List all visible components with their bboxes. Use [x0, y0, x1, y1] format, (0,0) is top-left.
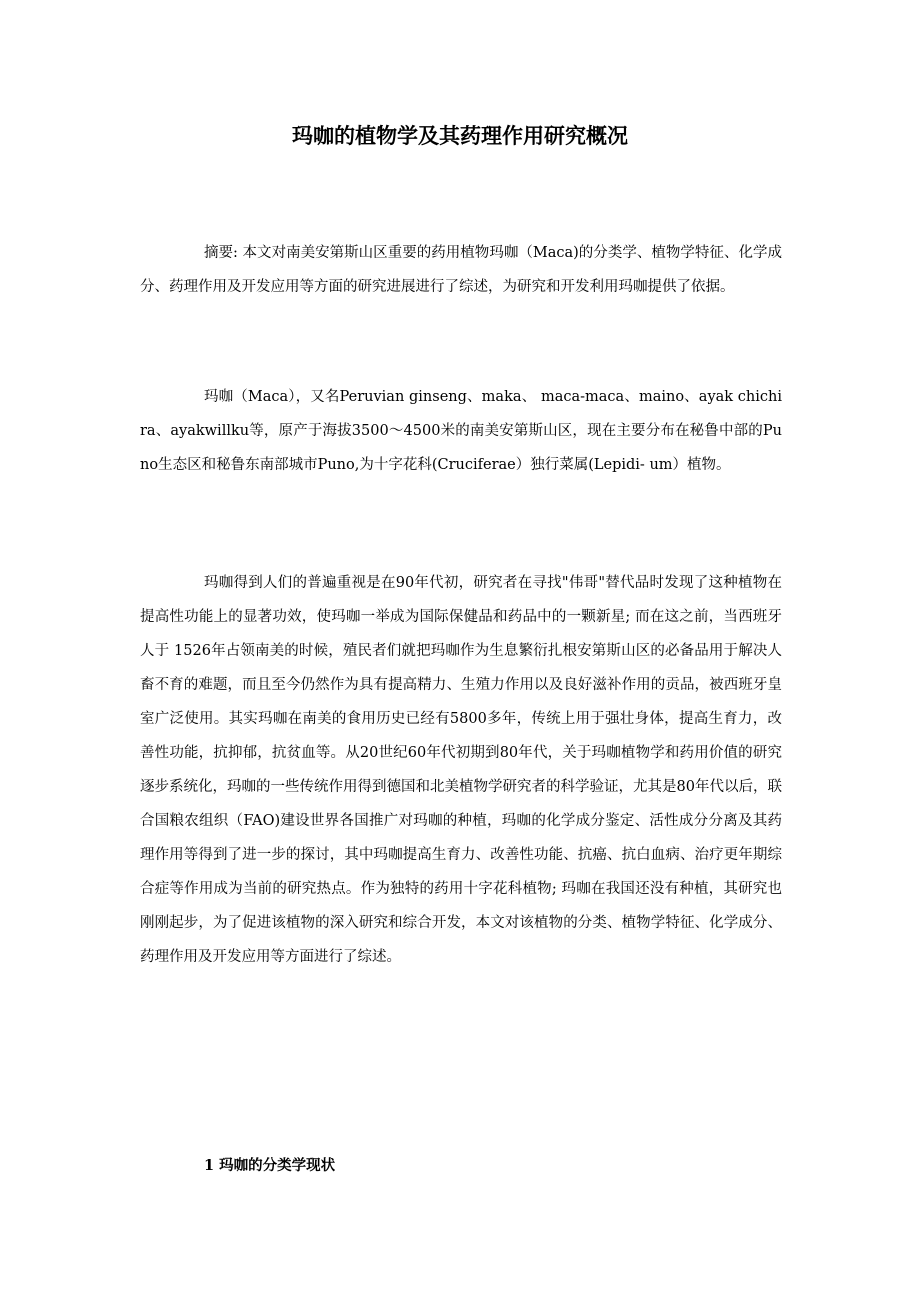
document-title: 玛咖的植物学及其药理作用研究概况 [292, 123, 628, 148]
section-heading-1: 1 玛咖的分类学现状 [204, 1157, 336, 1174]
intro-paragraph: 玛咖（Maca），又名Peruvian ginseng、maka、 maca-maca、maino、ayak chichira、ayakwillku等，原产于海拔3500～4500米的南美安第斯山区，现在主要分布在秘鲁中部的Puno生态区和秘鲁东南部城市Puno,为十字花科(Cruciferae）独行菜属(Lepidi- um）植物。 [140, 389, 782, 473]
background-paragraph: 玛咖得到人们的普遍重视是在90年代初，研究者在寻找"伟哥"替代品时发现了这种植物在提高性功能上的显著功效，使玛咖一举成为国际保健品和药品中的一颗新星; 而在这之前，当西班牙人于 1526年占领南美的时候，殖民者们就把玛咖作为生息繁衍扎根安第斯山区的必备品用于解决人畜不育的难题，而且至今仍然作为具有提高精力、生殖力作用以及良好滋补作用的贡品，被西班牙皇室广泛使用。其实玛咖在南美的食用历史已经有5800多年，传统上用于强壮身体，提高生育力，改善性功能，抗抑郁，抗贫血等。从20世纪60年代初期到80年代，关于玛咖植物学和药用价值的研究逐步系统化，玛咖的一些传统作用得到德国和北美植物学研究者的科学验证，尤其是80年代以后，联合国粮农组织（FAO)建设世界各国推广对玛咖的种植，玛咖的化学成分鉴定、活性成分分离及其药理作用等得到了进一步的探讨，其中玛咖提高生育力、改善性功能、抗癌、抗白血病、治疗更年期综合症等作用成为当前的研究热点。作为独特的药用十字花科植物; 玛咖在我国还没有种植，其研究也刚刚起步，为了促进该植物的深入研究和综合开发，本文对该植物的分类、植物学特征、化学成分、药理作用及开发应用等方面进行了综述。 [140, 575, 782, 965]
abstract-paragraph: 摘要: 本文对南美安第斯山区重要的药用植物玛咖（Maca)的分类学、植物学特征、化学成分、药理作用及开发应用等方面的研究进展进行了综述，为研究和开发利用玛咖提供了依据。 [140, 245, 782, 295]
